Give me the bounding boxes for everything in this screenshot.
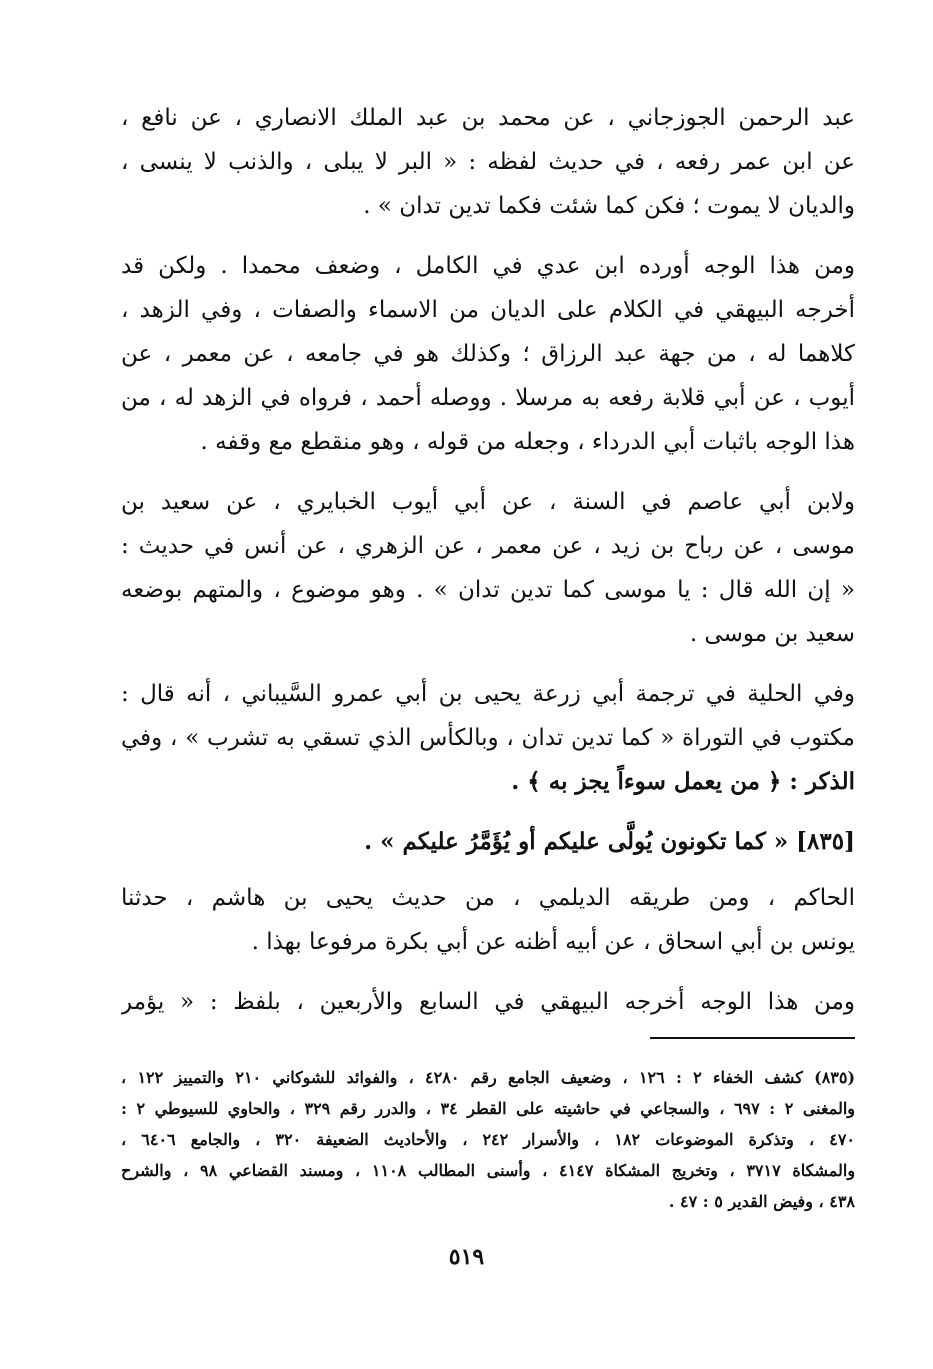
text-line: أخرجه البيهقي في الكلام على الديان من الاسماء والصفات ، وفي الزهد ، — [121, 297, 855, 323]
footnotes — [121, 1062, 855, 1217]
text-line: عن ابن عمر رفعه ، في حديث لفظه : « البر لا يبلى ، والذنب لا ينسى ، — [121, 149, 855, 175]
text-line: كلاهما له ، من جهة عبد الرزاق ؛ وكذلك هو في جامعه ، عن معمر ، عن — [121, 341, 855, 367]
footnote-line: والمغنى ٢ : ٦٩٧ ، والسجاعي في حاشيته على القطر ٣٤ ، والدرر رقم ٣٢٩ ، والحاوي للسيوطي ٢ : — [121, 1099, 855, 1118]
text-line: هذا الوجه باثبات أبي الدرداء ، وجعله من قوله ، وهو منقطع مع وقفه . — [200, 429, 855, 455]
footnote-line: ٤٣٨ ، وفيض القدير ٥ : ٤٧ . — [668, 1192, 855, 1211]
paragraph-2 — [121, 244, 855, 464]
text-line: « إن الله قال : يا موسى كما تدين تدان » . وهو موضوع ، والمتهم بوضعه — [121, 577, 855, 603]
footnote-divider — [650, 1037, 855, 1039]
paragraph-4 — [121, 672, 855, 804]
text-line: عبد الرحمن الجوزجاني ، عن محمد بن عبد الملك الانصاري ، عن نافع ، — [121, 105, 855, 131]
text-line: سعيد بن موسى . — [689, 621, 855, 647]
text-line: ومن هذا الوجه أورده ابن عدي في الكامل ، وضعف محمدا . ولكن قد — [121, 253, 855, 279]
text-line: أيوب ، عن أبي قلابة رفعه به مرسلا . ووصله أحمد ، فرواه في الزهد له ، من — [121, 385, 855, 411]
text-line: والديان لا يموت ؛ فكن كما شئت فكما تدين تدان » . — [363, 193, 855, 219]
text-line: الحاكم ، ومن طريقه الديلمي ، من حديث يحيى بن هاشم ، حدثنا — [121, 885, 855, 911]
hadith-heading: [٨٣٥] « كما تكونون يُولَّى عليكم أو يُؤَمَّرُ عليكم » . — [364, 828, 855, 855]
footnote-line: (٨٣٥) كشف الخفاء ٢ : ١٢٦ ، وضعيف الجامع رقم ٤٢٨٠ ، والفوائد للشوكاني ٢١٠ والتمييز ١٢٢ ، — [121, 1068, 855, 1087]
page-number: ٥١٩ — [448, 1244, 485, 1270]
footnote-line: ٤٧٠ ، وتذكرة الموضوعات ١٨٢ ، والأسرار ٢٤٢ ، والأحاديث الضعيفة ٣٢٠ ، والجامع ٦٤٠٦ ، — [121, 1130, 855, 1149]
text-line: وفي الحلية في ترجمة أبي زرعة يحيى بن أبي عمرو السَّيباني ، أنه قال : — [121, 681, 855, 707]
paragraph-3 — [121, 480, 855, 656]
paragraph-1 — [121, 96, 855, 228]
text-line: ولابن أبي عاصم في السنة ، عن أبي أيوب الخبايري ، عن سعيد بن — [121, 489, 855, 515]
text-line: الذكر : ﴿ من يعمل سوءاً يجز به ﴾ . — [511, 768, 855, 795]
text-line: موسى ، عن رباح بن زيد ، عن معمر ، عن الزهري ، عن أنس في حديث : — [121, 533, 855, 559]
main-text — [121, 96, 855, 1040]
paragraph-5 — [121, 876, 855, 964]
text-line: يونس بن أبي اسحاق ، عن أبيه أظنه عن أبي بكرة مرفوعا بهذا . — [251, 929, 855, 955]
text-line: مكتوب في التوراة « كما تدين تدان ، وبالكأس الذي تسقي به تشرب » ، وفي — [121, 725, 855, 751]
footnote-line: والمشكاة ٣٧١٧ ، وتخريج المشكاة ٤١٤٧ ، وأسنى المطالب ١١٠٨ ، ومسند القضاعي ٩٨ ، والشرح — [121, 1161, 855, 1180]
text-line: ومن هذا الوجه أخرجه البيهقي في السابع والأربعين ، بلفظ : « يؤمر — [121, 989, 855, 1015]
paragraph-6 — [121, 980, 855, 1024]
